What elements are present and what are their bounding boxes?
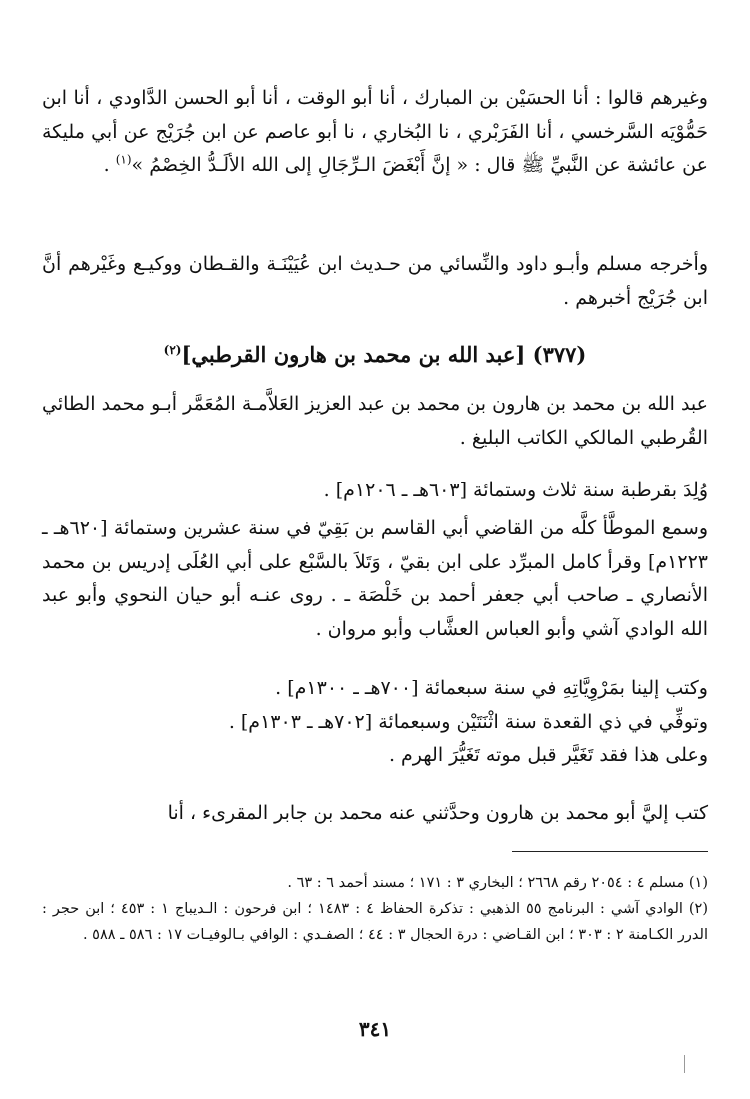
footnote-1: (١) مسلم ٤ : ٢٠٥٤ رقم ٢٦٦٨ ؛ البخاري ٣ : ١٧١ ؛ مسند أحمد ٦ : ٦٣ . <box>287 875 708 891</box>
paragraph-biography-name: عبد الله بن محمد بن هارون بن محمد بن عبد العزيز العَلاَّمـة المُعَمَّر أبـو محمد الطائي القُرطبي المالكي الكاتب البليغ . <box>42 393 708 449</box>
death-line-3: وعلى هذا فقد تَغَيَّر قبل موته تَغَيُّرَ الهرم . <box>388 744 708 766</box>
paragraph-hadith-sources: وأخرجه مسلم وأبـو داود والنِّسائي من حـديث ابن عُيَيْنَـة والقـطان ووكيـع وغَيْرهم أنَّ ابن جُرَيْج أخبرهم . <box>42 253 708 309</box>
entry-heading <box>0 338 750 372</box>
scan-edge-mark <box>684 1055 685 1073</box>
footnote-ref-1: (١) <box>115 152 132 167</box>
hadith-chain-end: . <box>103 154 116 176</box>
paragraph-transmission: كتب إليَّ أبو محمد بن هارون وحدَّثني عنه محمد بن جابر المقرىء ، أنا <box>167 802 708 824</box>
paragraph-death <box>42 672 708 773</box>
footnote-separator <box>512 851 708 852</box>
paragraph-birth: وُلِدَ بقرطبة سنة ثلاث وستمائة [٦٠٣هـ ـ ١٢٠٦م] . <box>323 479 708 501</box>
death-line-1: وكتب إلينا بمَرْوِيَّاتِهِ في سنة سبعمائة [٧٠٠هـ ـ ١٣٠٠م] . <box>275 677 708 699</box>
hadith-chain-text: وغيرهم قالوا : أنا الحسَيْن بن المبارك ، أنا أبو الوقت ، أنا أبو الحسن الدَّاودي ، أنا ابن حَمُّوْيَه السَّرخسي ، أنا الفَرَبْري ، نا البُخاري ، نا أبو عاصم عن ابن جُرَيْج عن أبي مليكة عن عائشة عن النَّبيِّ ﷺ قال : « إنَّ أَبْغَضَ الـرِّجَالِ إلى الله الألَـدُّ الخِصْمُ » <box>42 87 708 176</box>
footnote-2: (٢) الوادي آشي : البرنامج ٥٥ الذهبي : تذكرة الحفاظ ٤ : ١٤٨٣ ؛ ابن فرحون : الـديباج ١ : ٤٥٣ ؛ ابن حجر : الدرر الكـامنة ٢ : ٣٠٣ ؛ ابن القـاضي : درة الحجال ٣ : ٤٤ ؛ الصفـدي : الوافي بـالوفيـات ١٧ : ٥٨٦ ـ ٥٨٨ . <box>42 901 709 943</box>
footnotes <box>42 870 708 948</box>
paragraph-hadith-chain <box>42 82 708 183</box>
death-line-2: وتوفِّي في ذي القعدة سنة اثْنَتَيْن وسبعمائة [٧٠٢هـ ـ ١٣٠٣م] . <box>228 710 708 733</box>
entry-heading-text: (٣٧٧) [عبد الله بن محمد بن هارون القرطبي] <box>181 342 587 367</box>
footnote-ref-2: (٢) <box>163 343 182 357</box>
paragraph-studies: وسمع الموطَّأ كلَّه من القاضي أبي القاسم بن بَقِيّ في سنة عشرين وستمائة [٦٢٠هـ ـ ١٢٢٣م] وقرأ كامل المبرِّد على ابن بقيّ ، وَتَلاَ بالسَّبْع على أبي العُلَى إدريس بن محمد الأنصاري ـ صاحب أبي جعفر أحمد بن خَلْصَة ـ . روى عنـه أبو حيان النحوي وأبو عبد الله الوادي آشي وأبو العباس العشَّاب وأبو مروان . <box>42 517 708 640</box>
page-number: ٣٤١ <box>358 1017 392 1041</box>
